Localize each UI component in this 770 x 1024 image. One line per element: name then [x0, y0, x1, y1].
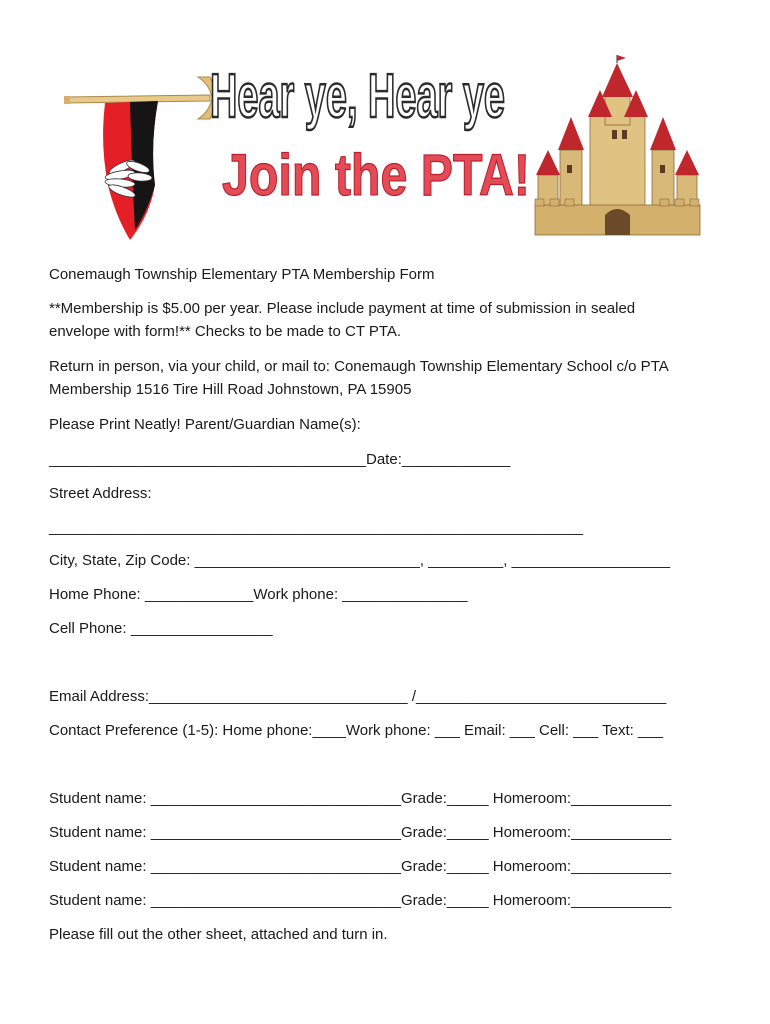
phone-fields[interactable]: Home Phone: _____________Work phone: _______________	[49, 586, 468, 603]
return-instructions-line-2: Membership 1516 Tire Hill Road Johnstown, PA 15905	[49, 381, 412, 398]
email-address-field[interactable]: Email Address:_______________________________ /______________________________	[49, 688, 667, 705]
headline-join-pta: Join the PTA!	[222, 143, 530, 208]
castle-icon	[530, 55, 705, 245]
city-state-zip-field[interactable]: City, State, Zip Code: ___________________________, _________, ___________________	[49, 552, 671, 569]
membership-note-line-1: **Membership is $5.00 per year. Please include payment at time of submission in sealed	[49, 300, 636, 317]
footer-instruction: Please fill out the other sheet, attached and turn in.	[49, 926, 388, 943]
street-address-field[interactable]: ________________________________________________________________	[49, 519, 583, 536]
headline-hear-ye: Hear ye, Hear ye	[210, 62, 505, 131]
student-row[interactable]: Student name: ______________________________Grade:_____ Homeroom:____________	[49, 790, 672, 807]
student-row[interactable]: Student name: ______________________________Grade:_____ Homeroom:____________	[49, 892, 672, 909]
headline-wordart	[210, 55, 540, 245]
student-row[interactable]: Student name: ______________________________Grade:_____ Homeroom:____________	[49, 824, 672, 841]
membership-note-line-2: envelope with form!** Checks to be made to CT PTA.	[49, 323, 402, 340]
contact-preference-field[interactable]: Contact Preference (1-5): Home phone:____Work phone: ___ Email: ___ Cell: ___ Text: ___	[49, 722, 663, 739]
cell-phone-field[interactable]: Cell Phone: _________________	[49, 620, 273, 637]
form-title: Conemaugh Township Elementary PTA Membership Form	[49, 266, 435, 283]
street-address-label: Street Address:	[49, 485, 152, 502]
student-row[interactable]: Student name: ______________________________Grade:_____ Homeroom:____________	[49, 858, 672, 875]
parent-name-label: Please Print Neatly! Parent/Guardian Name(s):	[49, 416, 361, 433]
parent-name-date-field[interactable]: ______________________________________Date:_____________	[49, 451, 511, 468]
header-banner	[60, 55, 710, 250]
trumpet-banner-icon	[60, 55, 220, 245]
return-instructions-line-1: Return in person, via your child, or mail to: Conemaugh Township Elementary School c/o PTA	[49, 358, 669, 375]
